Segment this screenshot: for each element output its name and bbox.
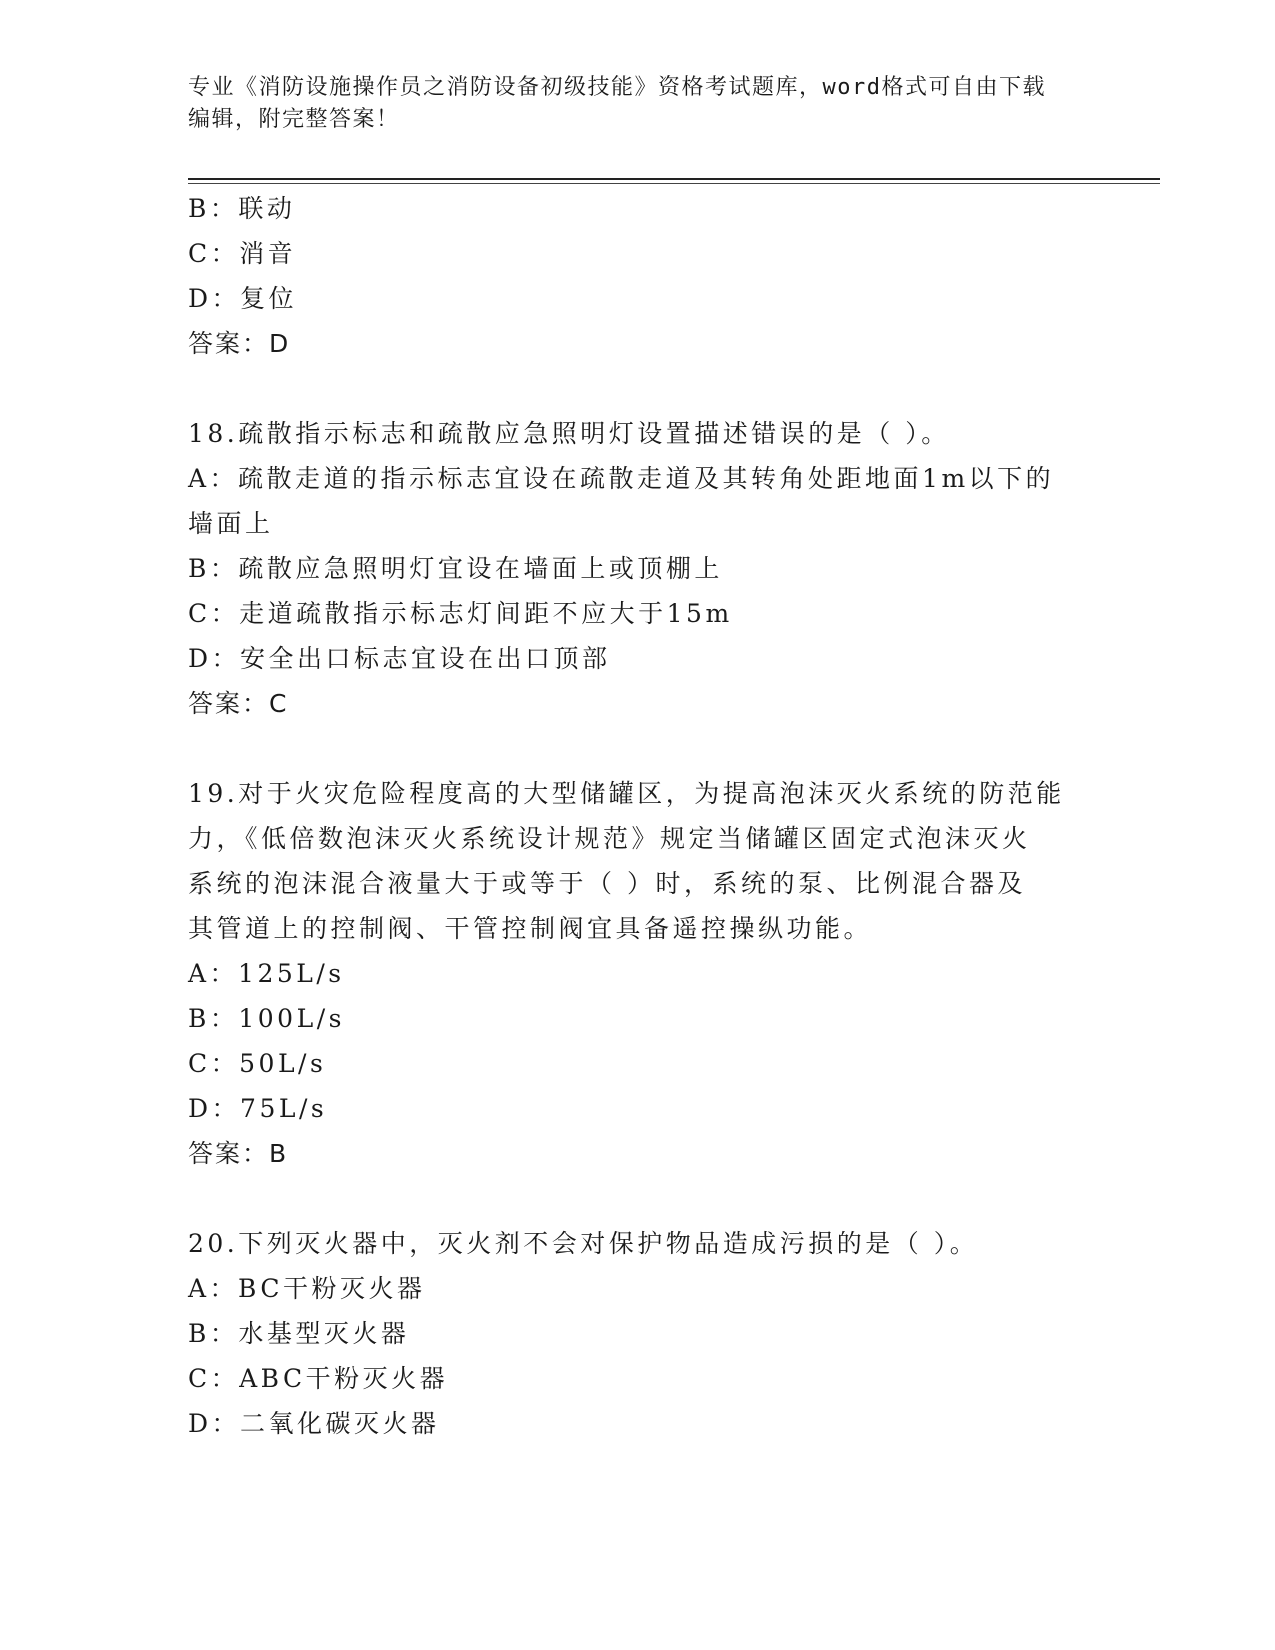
q17-answer: 答案：D xyxy=(188,329,291,358)
q20-option-a: A：BC干粉灭火器 xyxy=(188,1274,426,1303)
q18-option-a-line2: 墙面上 xyxy=(188,509,274,538)
q18-question: 18.疏散指示标志和疏散应急照明灯设置描述错误的是（ ）。 xyxy=(188,419,950,448)
header-rule-thin xyxy=(188,183,1160,184)
q18-option-c: C：走道疏散指示标志灯间距不应大于15m xyxy=(188,599,733,628)
q20-option-d: D：二氧化碳灭火器 xyxy=(188,1409,440,1438)
q19-option-d: D：75L/s xyxy=(188,1094,328,1123)
q18-option-a-line1: A：疏散走道的指示标志宜设在疏散走道及其转角处距地面1m以下的 xyxy=(188,464,1055,493)
q19-question-line2: 力，《低倍数泡沫灭火系统设计规范》规定当储罐区固定式泡沫灭火 xyxy=(188,824,1031,853)
q17-option-b: B：联动 xyxy=(188,194,296,223)
q19-question-line1: 19.对于火灾危险程度高的大型储罐区，为提高泡沫灭火系统的防范能 xyxy=(188,779,1065,808)
q17-option-d: D：复位 xyxy=(188,284,298,313)
document-header: 专业《消防设施操作员之消防设备初级技能》资格考试题库，word格式可自由下载编辑，附完整答案！ xyxy=(188,75,1046,132)
q18-option-b: B：疏散应急照明灯宜设在墙面上或顶棚上 xyxy=(188,554,723,583)
header-rule-thick xyxy=(188,178,1160,180)
q20-question: 20.下列灭火器中，灭火剂不会对保护物品造成污损的是（ ）。 xyxy=(188,1229,979,1258)
q19-option-b: B：100L/s xyxy=(188,1004,345,1033)
q19-question-line4: 其管道上的控制阀、干管控制阀宜具备遥控操纵功能。 xyxy=(188,914,873,943)
q18-answer: 答案：C xyxy=(188,689,289,718)
q19-answer: 答案：B xyxy=(188,1139,289,1168)
q19-option-c: C：50L/s xyxy=(188,1049,327,1078)
q17-option-c: C：消音 xyxy=(188,239,297,268)
q20-option-b: B：水基型灭火器 xyxy=(188,1319,410,1348)
q20-option-c: C：ABC干粉灭火器 xyxy=(188,1364,449,1393)
q18-option-d: D：安全出口标志宜设在出口顶部 xyxy=(188,644,611,673)
q19-question-line3: 系统的泡沫混合液量大于或等于（ ）时，系统的泵、比例混合器及 xyxy=(188,869,1026,898)
q19-option-a: A：125L/s xyxy=(188,959,345,988)
